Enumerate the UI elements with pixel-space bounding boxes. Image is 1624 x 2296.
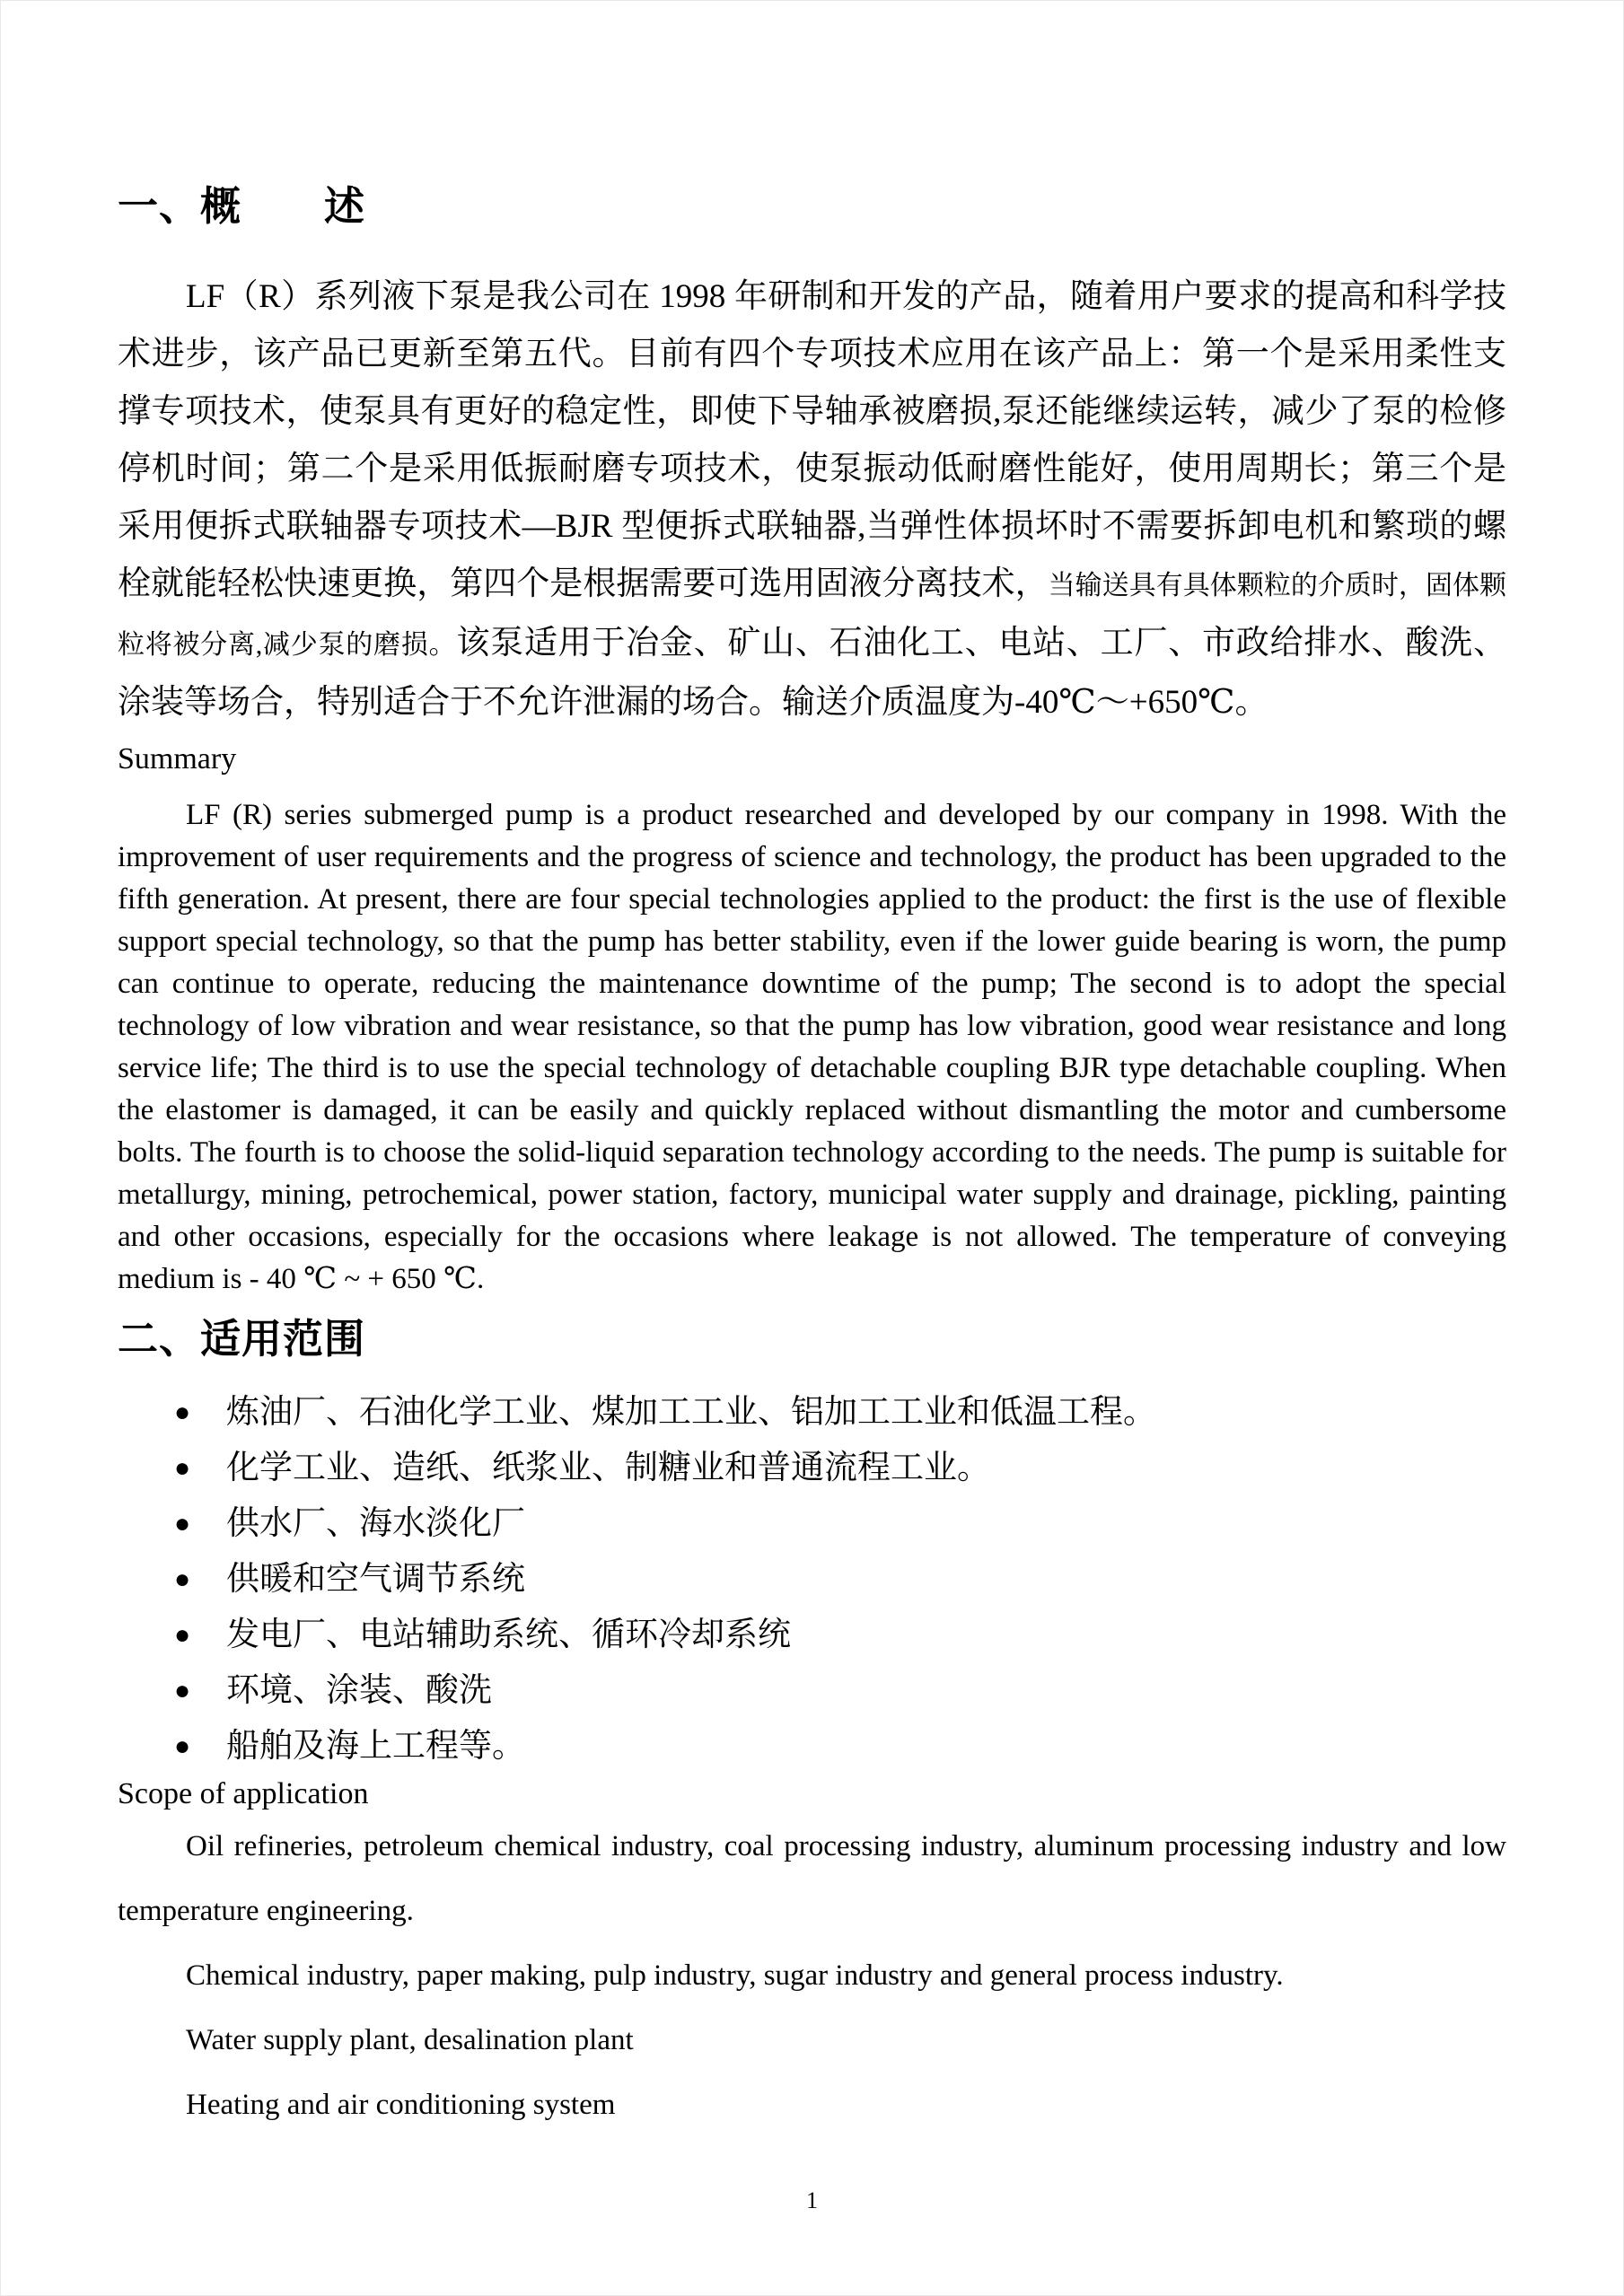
para-zh-segment-normal-2: 该泵适用于冶金、矿山、石油化工、电站、工厂、市政给排水、酸洗、涂装等场合，特别适合于不允许泄漏的场合。输送介质温度为-40℃～+650℃。 [118, 625, 1507, 721]
scope-label: Scope of application [118, 1777, 369, 1810]
list-item-text: 环境、涂装、酸洗 [226, 1672, 492, 1709]
list-item [118, 1663, 1506, 1719]
list-item-text: 炼油厂、石油化学工业、煤加工工业、铝加工工业和低温工程。 [226, 1394, 1156, 1431]
page-number: 1 [806, 2187, 818, 2213]
bullet-icon: ● [174, 1731, 191, 1761]
scope-paragraph-water-supply: Water supply plant, desalination plant [186, 2024, 634, 2056]
list-item-text: 供暖和空气调节系统 [226, 1561, 525, 1598]
bullet-icon: ● [174, 1620, 191, 1650]
list-item [118, 1552, 1506, 1608]
list-item [118, 1496, 1506, 1552]
list-item-text: 供水厂、海水淡化厂 [226, 1505, 525, 1542]
bullet-icon: ● [174, 1676, 191, 1705]
list-item [118, 1608, 1506, 1663]
para-zh-segment-small: 当输送具有具体颗粒的介质时，固体颗粒将被分离,减少泵的磨损。 [118, 571, 1507, 660]
bullet-icon: ● [174, 1564, 191, 1594]
list-item [118, 1441, 1506, 1496]
section1-paragraph-zh [118, 268, 1506, 732]
bullet-icon: ● [174, 1453, 191, 1483]
list-item [118, 1719, 1506, 1775]
scope-paragraph-oil-refineries: Oil refineries, petroleum chemical industry, coal processing industry, aluminum processing industry and low temperature engineering. [118, 1830, 1506, 1927]
scope-paragraph-chemical-industry: Chemical industry, paper making, pulp industry, sugar industry and general process industry. [186, 1959, 1284, 1992]
application-list [118, 1385, 1506, 1775]
list-item [118, 1385, 1506, 1441]
list-item-text: 化学工业、造纸、纸浆业、制糖业和普通流程工业。 [226, 1450, 990, 1486]
list-item-text: 发电厂、电站辅助系统、循环冷却系统 [226, 1617, 791, 1653]
section1-paragraph-en: LF (R) series submerged pump is a product researched and developed by our company in 1998. With the improvement of user requirements and the progress of science and technology, the product has been upgraded to the fifth generation. At present, there are four special technologies applied to the product: the first is the use of flexible support special technology, so that the pump has better stability, even if the lower guide bearing is worn, the pump can continue to operate, reducing the maintenance downtime of the pump; The second is to adopt the special technology of low vibration and wear resistance, so that the pump has low vibration, good wear resistance and long service life; The third is to use the special technology of detachable coupling BJR type detachable coupling. When the elastomer is damaged, it can be easily and quickly replaced without dismantling the motor and cumbersome bolts. The fourth is to choose the solid-liquid separation technology according to the needs. The pump is suitable for metallurgy, mining, petrochemical, power station, factory, municipal water supply and drainage, pickling, painting and other occasions, especially for the occasions where leakage is not allowed. The temperature of conveying medium is - 40 ℃ ~ + 650 ℃. [118, 799, 1506, 1295]
list-item-text: 船舶及海上工程等。 [226, 1728, 525, 1765]
para-zh-segment-normal-1: LF（R）系列液下泵是我公司在 1998 年研制和开发的产品，随着用户要求的提高和科学技术进步，该产品已更新至第五代。目前有四个专项技术应用在该产品上：第一个是采用柔性支撑专项技术，使泵具有更好的稳定性，即使下导轴承被磨损,泵还能继续运转，减少了泵的检修停机时间；第二个是采用低振耐磨专项技术，使泵振动低耐磨性能好，使用周期长；第三个是采用便拆式联轴器专项技术—BJR 型便拆式联轴器,当弹性体损坏时不需要拆卸电机和繁琐的螺栓就能轻松快速更换，第四个是根据需要可选用固液分离技术， [118, 278, 1506, 602]
section2-heading: 二、适用范围 [118, 1316, 366, 1362]
section1-heading: 一、概 述 [118, 183, 366, 229]
summary-label: Summary [118, 742, 237, 776]
scope-paragraph-heating: Heating and air conditioning system [186, 2089, 616, 2121]
bullet-icon: ● [174, 1398, 191, 1427]
bullet-icon: ● [174, 1509, 191, 1538]
